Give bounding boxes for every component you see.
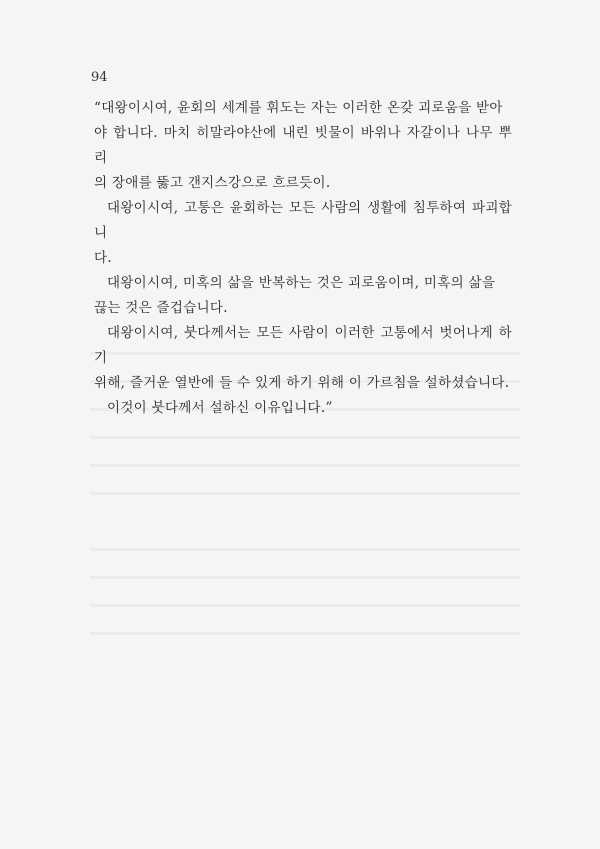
bleed-through-line <box>90 604 520 607</box>
bleed-through-line <box>90 632 520 635</box>
paragraph-4: 대왕이시여, 붓다께서는 모든 사람이 이러한 고통에서 벗어나게 하기 위해, 즐거운 열반에 들 수 있게 하기 위해 이 가르침을 설하셨습니다. <box>94 325 512 391</box>
paragraph-2: 대왕이시여, 고통은 윤회하는 모든 사람의 생활에 침투하여 파괴합니 다. <box>94 200 512 266</box>
paragraph-3: 대왕이시여, 미혹의 삶을 반복하는 것은 괴로움이며, 미혹의 삶을 끊는 것은 즐겁습니다. <box>94 275 496 316</box>
paragraph-1: “대왕이시여, 윤회의 세계를 휘도는 자는 이러한 온갖 괴로움을 받아 야 합니다. 마치 히말라야산에 내린 빗물이 바위나 자갈이나 나무 뿌리 의 장애를 뚫고 갠지스강으로 흐르듯이. <box>94 100 512 191</box>
bleed-through-line <box>90 436 520 439</box>
bleed-through-line <box>90 548 520 551</box>
page-number: 94 <box>91 70 108 85</box>
body-text <box>94 96 512 421</box>
bleed-through-line <box>90 464 520 467</box>
paragraph-5: 이것이 붓다께서 설하신 이유입니다.” <box>107 400 333 416</box>
bleed-through-line <box>90 492 520 495</box>
bleed-through-line <box>90 576 520 579</box>
